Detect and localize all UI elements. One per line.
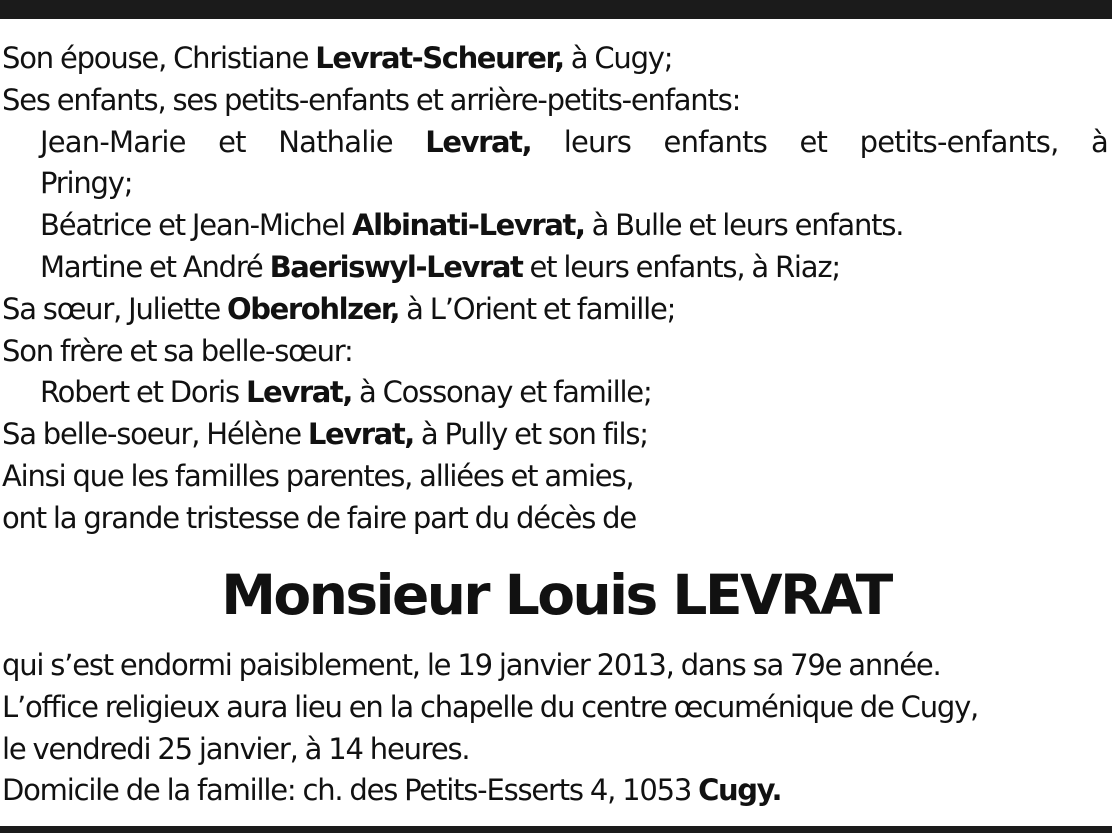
- family-line-child-3: Martine et André Baeriswyl-Levrat et leurs enfants, à Riaz;: [40, 249, 840, 284]
- details-line-domicile: Domicile de la famille: ch. des Petits-Esserts 4, 1053 Cugy.: [2, 773, 782, 808]
- family-line-child-2: Béatrice et Jean-Michel Albinati-Levrat, à Bulle et leurs enfants.: [40, 208, 904, 243]
- family-line-child-1: Jean-Marie et Nathalie Levrat, leurs enfants et petits-enfants, à: [40, 124, 1108, 159]
- details-line-service: L’office religieux aura lieu en la chapelle du centre œcuménique de Cugy,: [2, 689, 979, 724]
- family-line-children-header: Ses enfants, ses petits-enfants et arrière-petits-enfants:: [2, 82, 741, 117]
- family-line-brother: Robert et Doris Levrat, à Cossonay et famille;: [40, 375, 652, 410]
- family-line-relatives: Ainsi que les familles parentes, alliées et amies,: [2, 458, 634, 493]
- funeral-details: [2, 645, 1108, 812]
- family-line-sister-in-law: Sa belle-soeur, Hélène Levrat, à Pully et son fils;: [2, 417, 648, 452]
- details-line-passing: qui s’est endormi paisiblement, le 19 janvier 2013, dans sa 79e année.: [2, 648, 941, 682]
- deceased-name-heading: Monsieur Louis LEVRAT: [221, 563, 891, 627]
- details-line-date: le vendredi 25 janvier, à 14 heures.: [2, 731, 470, 766]
- bottom-rule: [0, 826, 1112, 833]
- family-line-spouse: Son épouse, Christiane Levrat-Scheurer, à Cugy;: [2, 41, 673, 75]
- top-rule: [0, 0, 1112, 19]
- family-announcement: [2, 38, 1108, 540]
- family-line-brother-header: Son frère et sa belle-sœur:: [2, 333, 353, 368]
- family-line-child-1-cont: Pringy;: [40, 166, 133, 201]
- family-line-announcement: ont la grande tristesse de faire part du décès de: [2, 500, 637, 535]
- family-line-sister: Sa sœur, Juliette Oberohlzer, à L’Orient et famille;: [2, 291, 676, 326]
